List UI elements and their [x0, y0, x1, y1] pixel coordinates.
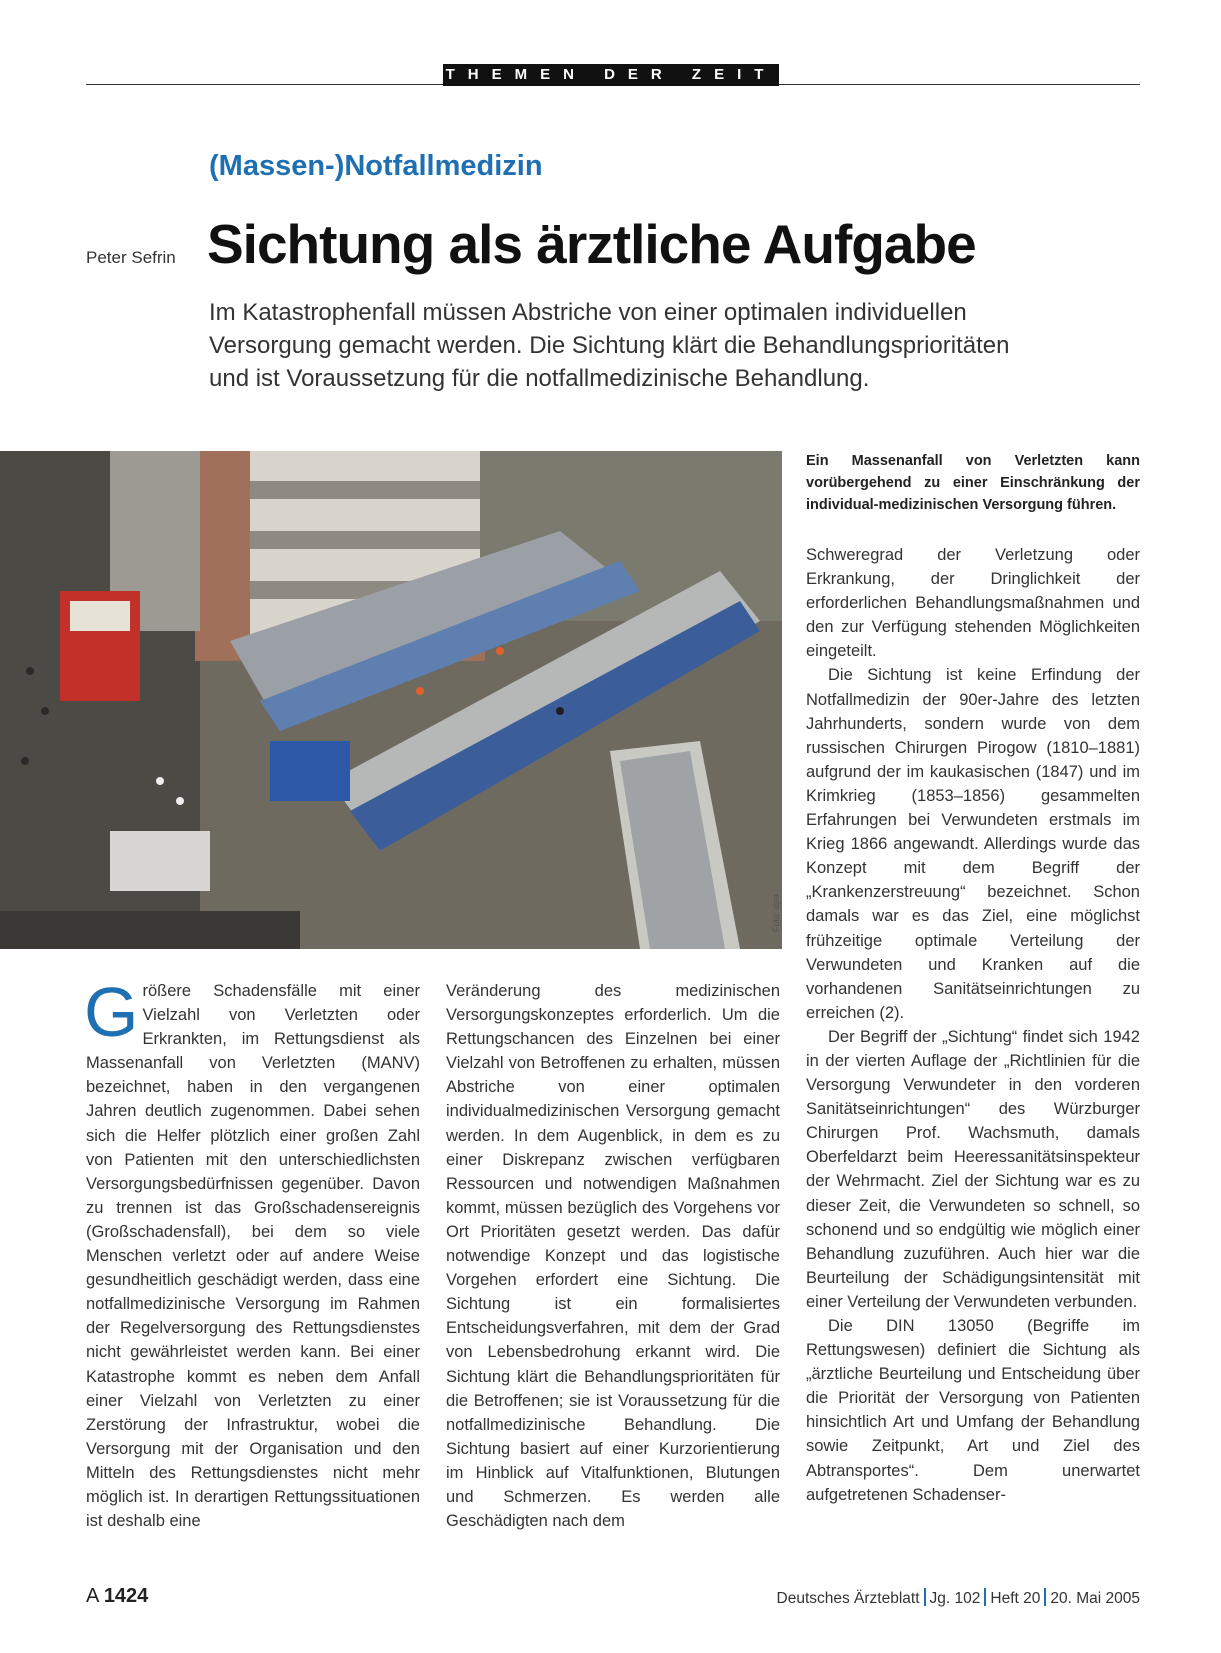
body-column-2 — [446, 979, 780, 1533]
photo-credit: Foto: dpa — [771, 893, 781, 932]
paragraph-text: rößere Schadensfälle mit einer Vielzahl von Verletzten oder Erkrankten, im Rettungsdienst als Massenanfall von Verletzten (MANV) bezeichnet, haben in den vergangenen Jahren deutlich zugenommen. Dabei sehen sich die Helfer plötzlich einer großen Zahl von Patienten mit den unterschiedlichsten Versorgungsbedürfnissen gegenüber. Davon zu trennen ist das Großschadensereignis (Großschadensfall), bei dem so viele Menschen verletzt oder auf andere Weise gesundheitlich geschädigt werden, dass eine notfallmedizinische Versorgung im Rahmen der Regelversorgung des Rettungsdienstes nicht gewährleistet werden kann. Bei einer Katastrophe kommt es neben dem Anfall einer Vielzahl von Verletzten zu einer Zerstörung der Infrastruktur, wobei die Versorgung mit der Organisation und den Mitteln des Rettungsdienstes nicht mehr möglich ist. In derartigen Rettungssituationen ist deshalb eine — [86, 982, 420, 1531]
section-label: THEMEN DER ZEIT — [443, 64, 779, 86]
separator — [1044, 1588, 1046, 1606]
train-accident-photo — [0, 451, 782, 949]
separator — [924, 1588, 926, 1606]
page-prefix: A — [86, 1585, 99, 1607]
journal-name: Deutsches Ärzteblatt — [776, 1590, 920, 1607]
lead-line: Versorgung gemacht werden. Die Sichtung klärt die Behandlungsprioritäten — [209, 332, 1010, 359]
paragraph: Die DIN 13050 (Begriffe im Rettungswesen) definiert die Sichtung als „ärztliche Beurteilung und Entscheidung über die Priorität der Versorgung von Patienten hinsichtlich Art und Umfang der Behandlung sowie Zeitpunkt, Art und Ziel des Abtransportes“. Dem unerwartet aufgetretenen Schadenser- — [806, 1317, 1140, 1504]
paragraph — [84, 973, 420, 1533]
separator — [984, 1588, 986, 1606]
photo-caption: Ein Massenanfall von Verletzten kann vorübergehend zu einer Einschränkung der individual-medizinischen Versorgung führen. — [806, 453, 1140, 513]
paragraph: Schweregrad der Verletzung oder Erkrankung, der Dringlichkeit der erforderlichen Behandlungsmaßnahmen und den zur Verfügung stehenden Möglichkeiten eingeteilt. — [806, 546, 1140, 661]
journal-volume: Jg. 102 — [929, 1590, 981, 1607]
body-column-3 — [806, 543, 1140, 1507]
article-topic: (Massen-)Notfallmedizin — [209, 150, 543, 182]
body-column-1 — [84, 973, 420, 1533]
article-lead — [209, 296, 1089, 395]
journal-info — [777, 1588, 1140, 1608]
journal-date: 20. Mai 2005 — [1050, 1590, 1140, 1607]
paragraph: Die Sichtung ist keine Erfindung der Notfallmedizin der 90er-Jahre des letzten Jahrhunderts, sondern wurde von dem russischen Chirurgen Pirogow (1810–1881) aufgrund der im kaukasischen (1847) und im Krimkrieg (1853–1856) gesammelten Erfahrungen bei Verwundeten erstmals im Krieg 1866 angewandt. Allerdings wurde das Konzept mit dem Begriff der „Krankenzerstreuung“ bezeichnet. Schon damals war es das Ziel, eine möglichst frühzeitige optimale Verteilung der Verwundeten und Kranken auf die vorhandenen Sanitätseinrichtungen zu erreichen (2). — [806, 666, 1140, 1022]
article-author: Peter Sefrin — [86, 248, 176, 267]
drop-cap: G — [84, 973, 139, 1051]
paragraph: Der Begriff der „Sichtung“ findet sich 1942 in der vierten Auflage der „Richtlinien für die Versorgung Verwundeter in den vorderen Sanitätseinrichtungen“ des Würzburger Chirurgen Prof. Wachsmuth, damals Oberfeldarzt beim Heeressanitätsinspekteur der Wehrmacht. Ziel der Sichtung war es zu dieser Zeit, die Verwundeten so schnell, so schonend und so endgültig wie möglich einer Behandlung zuzuführen. Auch hier war die Beurteilung der Schädigungsintensität mit einer Verteilung der Verwundeten verbunden. — [806, 1027, 1140, 1311]
lead-line: und ist Voraussetzung für die notfallmedizinische Behandlung. — [209, 365, 870, 392]
page-number — [86, 1585, 148, 1608]
paragraph: Veränderung des medizinischen Versorgungskonzeptes erforderlich. Um die Rettungschancen des Einzelnen bei einer Vielzahl von Betroffenen zu erhalten, müssen Abstriche von einer optimalen individualmedizinischen Versorgung gemacht werden. In dem Augenblick, in dem es zu einer Diskrepanz zwischen verfügbaren Ressourcen und notwendigen Maßnahmen kommt, müssen bezüglich des Vorgehens vor Ort Prioritäten gesetzt werden. Das dafür notwendige Konzept und das logistische Vorgehen erfordert eine Sichtung. Die Sichtung ist ein formalisiertes Entscheidungsverfahren, mit dem der Grad von Lebensbedrohung erkannt wird. Die Sichtung klärt die Behandlungsprioritäten für die Betroffenen; sie ist Voraussetzung für die notfallmedizinische Behandlung. Die Sichtung basiert auf einer Kurzorientierung im Hinblick auf Vitalfunktionen, Blutungen und Schmerzen. Es werden alle Geschädigten nach dem — [446, 982, 780, 1531]
journal-issue: Heft 20 — [990, 1590, 1041, 1607]
article-headline: Sichtung als ärztliche Aufgabe — [207, 213, 976, 275]
page-number-value: 1424 — [103, 1585, 149, 1607]
lead-line: Im Katastrophenfall müssen Abstriche von einer optimalen individuellen — [209, 299, 967, 326]
